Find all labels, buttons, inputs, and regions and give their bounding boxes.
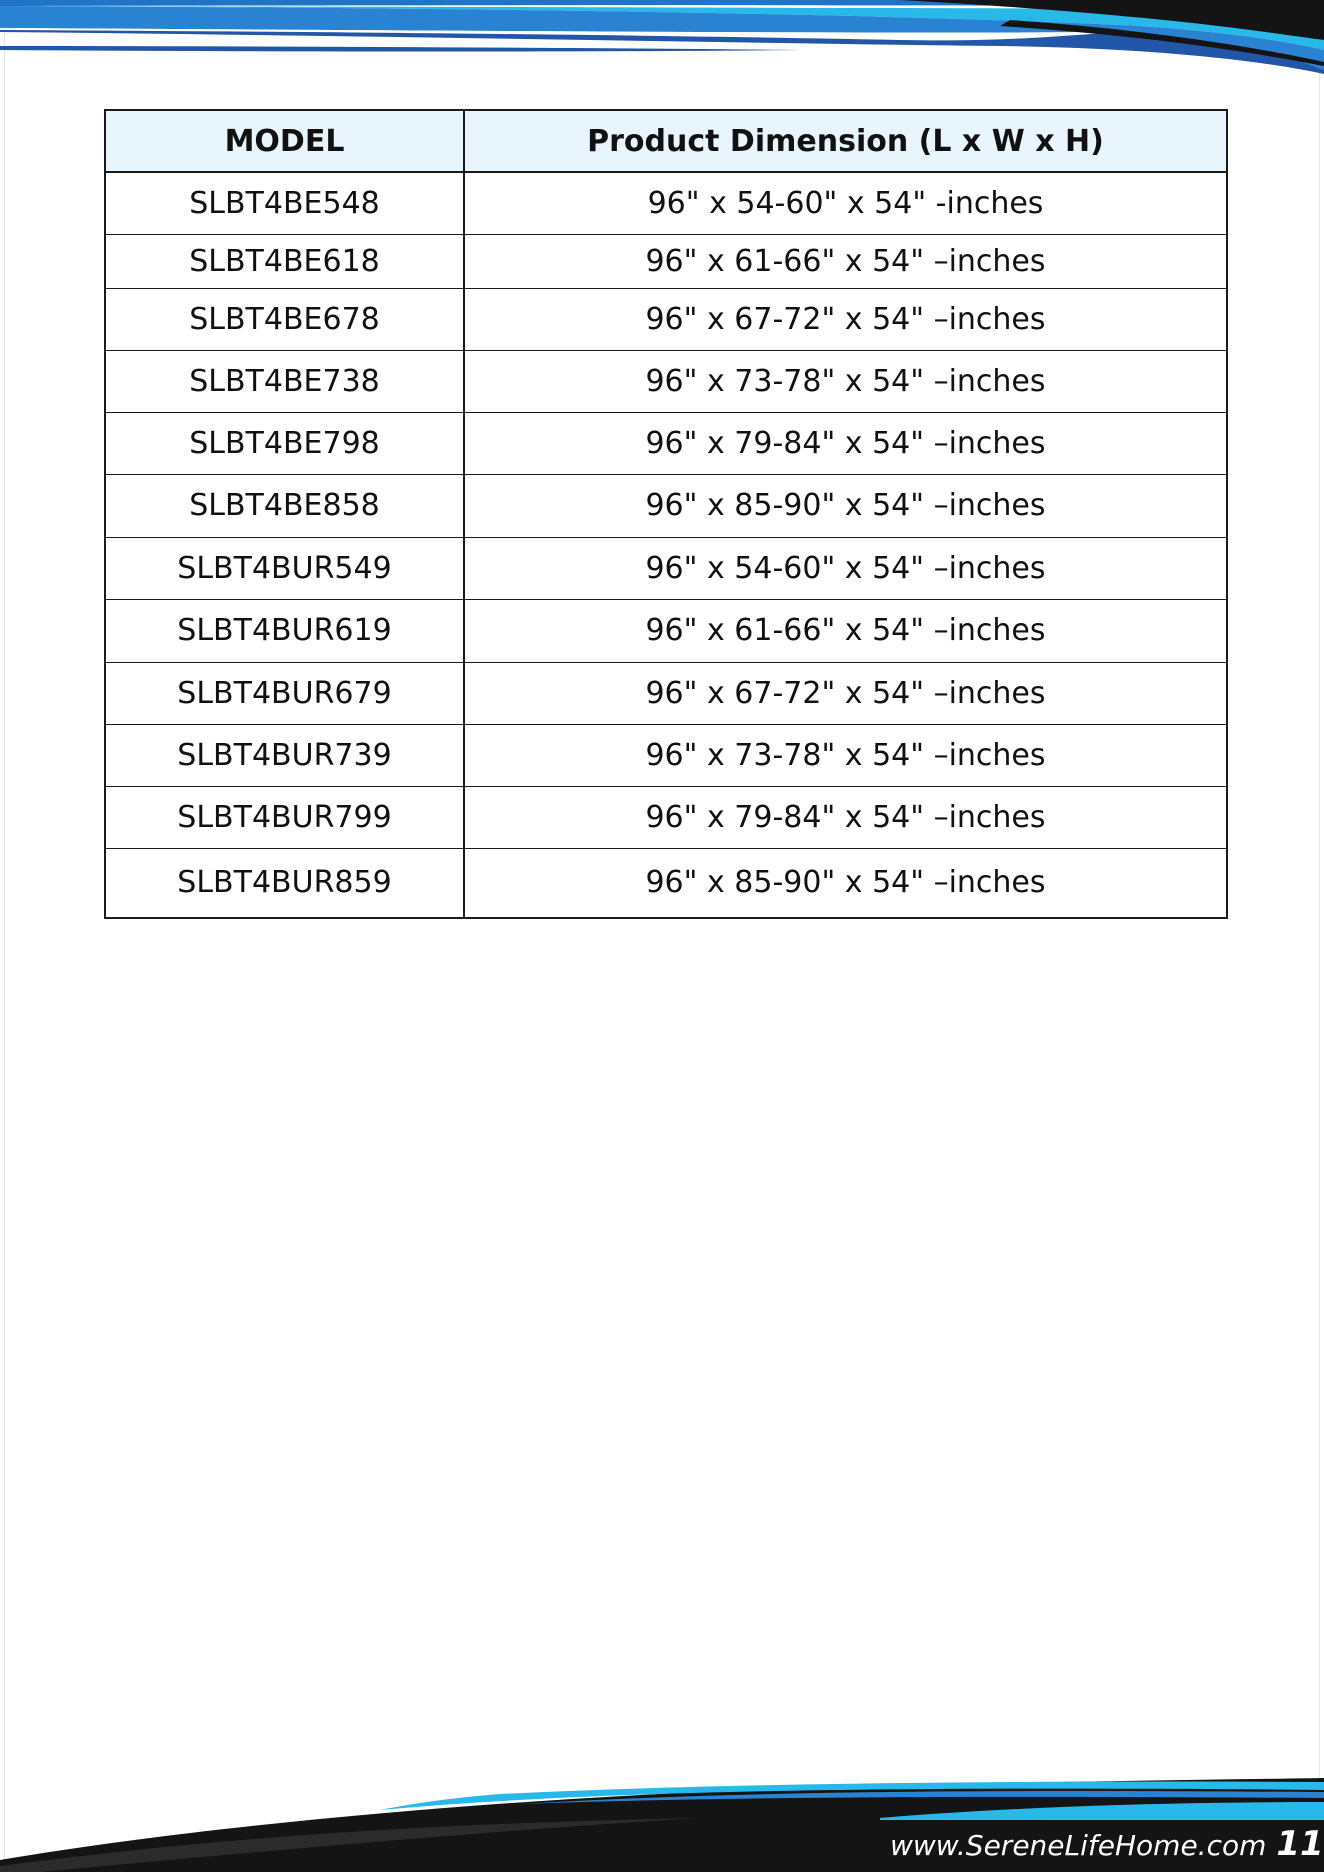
dimension-cell: 96" x 61-66" x 54" –inches — [464, 599, 1227, 662]
website-url: www.SereneLifeHome.com — [890, 1829, 1267, 1862]
footer — [890, 1824, 1324, 1864]
dimension-cell: 96" x 54-60" x 54" –inches — [464, 537, 1227, 599]
model-cell: SLBT4BE858 — [105, 474, 464, 537]
dimension-cell: 96" x 67-72" x 54" –inches — [464, 662, 1227, 724]
table-row — [105, 662, 1227, 724]
table-row — [105, 350, 1227, 412]
model-cell: SLBT4BUR619 — [105, 599, 464, 662]
dimension-cell: 96" x 67-72" x 54" –inches — [464, 288, 1227, 350]
model-cell: SLBT4BE798 — [105, 412, 464, 474]
dimension-cell: 96" x 73-78" x 54" –inches — [464, 724, 1227, 786]
table-row — [105, 234, 1227, 288]
table-header-row — [105, 110, 1227, 172]
dimension-cell: 96" x 85-90" x 54" –inches — [464, 848, 1227, 918]
model-cell: SLBT4BUR679 — [105, 662, 464, 724]
dimension-cell: 96" x 79-84" x 54" –inches — [464, 786, 1227, 848]
table-row — [105, 848, 1227, 918]
table-row — [105, 288, 1227, 350]
header-swoosh-graphic — [0, 0, 1324, 90]
model-cell: SLBT4BUR549 — [105, 537, 464, 599]
dimension-cell: 96" x 61-66" x 54" –inches — [464, 234, 1227, 288]
model-cell: SLBT4BE678 — [105, 288, 464, 350]
table-row — [105, 599, 1227, 662]
model-column-header: MODEL — [105, 110, 464, 172]
model-cell: SLBT4BE738 — [105, 350, 464, 412]
dimension-column-header: Product Dimension (L x W x H) — [464, 110, 1227, 172]
table-row — [105, 537, 1227, 599]
dimension-cell: 96" x 85-90" x 54" –inches — [464, 474, 1227, 537]
table-row — [105, 724, 1227, 786]
table-row — [105, 172, 1227, 234]
dimension-cell: 96" x 73-78" x 54" –inches — [464, 350, 1227, 412]
table-row — [105, 412, 1227, 474]
dimension-cell: 96" x 54-60" x 54" -inches — [464, 172, 1227, 234]
model-cell: SLBT4BE548 — [105, 172, 464, 234]
model-cell: SLBT4BUR739 — [105, 724, 464, 786]
model-cell: SLBT4BE618 — [105, 234, 464, 288]
page-number: 11 — [1276, 1824, 1324, 1864]
product-dimension-table — [104, 109, 1228, 919]
dimension-cell: 96" x 79-84" x 54" –inches — [464, 412, 1227, 474]
model-cell: SLBT4BUR859 — [105, 848, 464, 918]
table-row — [105, 474, 1227, 537]
model-cell: SLBT4BUR799 — [105, 786, 464, 848]
table-row — [105, 786, 1227, 848]
